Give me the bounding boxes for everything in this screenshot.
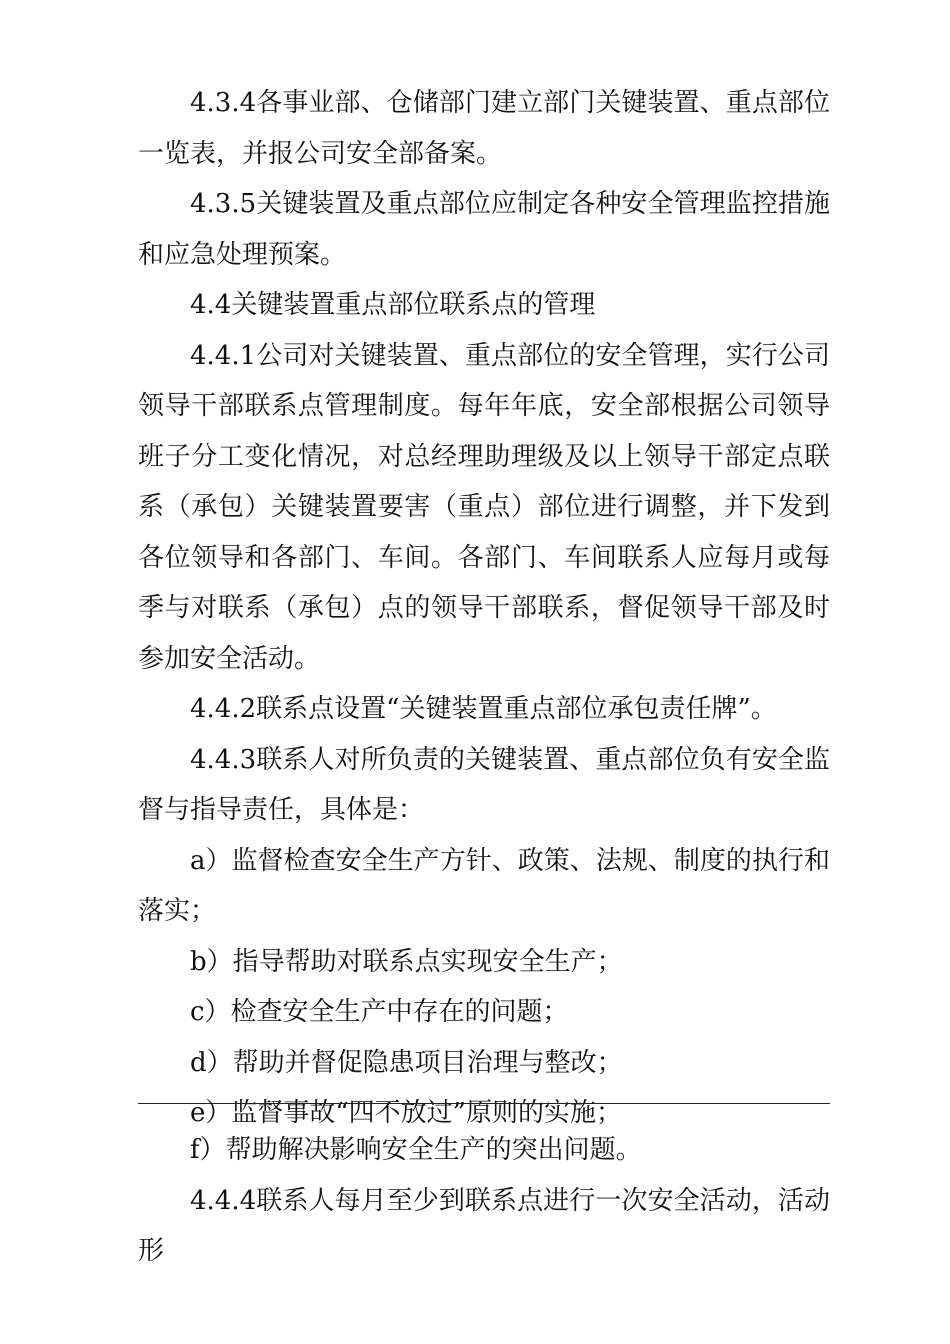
list-item-b: b）指导帮助对联系点实现安全生产； <box>190 946 623 977</box>
page-divider <box>138 1103 830 1104</box>
paragraph-4-4-3: 4.4.3联系人对所负责的关键装置、重点部位负有安全监督与指导责任，具体是： <box>138 744 830 825</box>
list-item-e: e）监督事故“四不放过”原则的实施； <box>190 1098 622 1128</box>
list-item-f: f）帮助解决影响安全生产的突出问题。 <box>190 1135 642 1165</box>
heading-4-4: 4.4关键装置重点部位联系点的管理 <box>190 290 596 320</box>
paragraph-4-3-5: 4.3.5关键装置及重点部位应制定各种安全管理监控措施和应急处理预案。 <box>138 189 830 270</box>
document-body-bottom <box>138 1125 830 1277</box>
list-item-a: a）监督检查安全生产方针、政策、法规、制度的执行和落实； <box>138 845 830 926</box>
list-item-c: c）检查安全生产中存在的问题； <box>190 997 569 1027</box>
paragraph-4-4-2: 4.4.2联系点设置“关键装置重点部位承包责任牌”。 <box>190 694 777 724</box>
list-item-d: d）帮助并督促隐患项目治理与整改； <box>190 1047 623 1078</box>
paragraph-4-4-4: 4.4.4联系人每月至少到联系点进行一次安全活动，活动形 <box>138 1185 830 1266</box>
paragraph-4-4-1: 4.4.1公司对关键装置、重点部位的安全管理，实行公司领导干部联系点管理制度。每年年底，安全部根据公司领导班子分工变化情况，对总经理助理级及以上领导干部定点联系（承包）关键装置要害（重点）部位进行调整，并下发到各位领导和各部门、车间。各部门、车间联系人应每月或每季与对联系（承包）点的领导干部联系，督促领导干部及时参加安全活动。 <box>138 340 830 674</box>
paragraph-4-3-4: 4.3.4各事业部、仓储部门建立部门关键装置、重点部位一览表，并报公司安全部备案。 <box>138 88 830 169</box>
document-body-top <box>138 78 830 1139</box>
